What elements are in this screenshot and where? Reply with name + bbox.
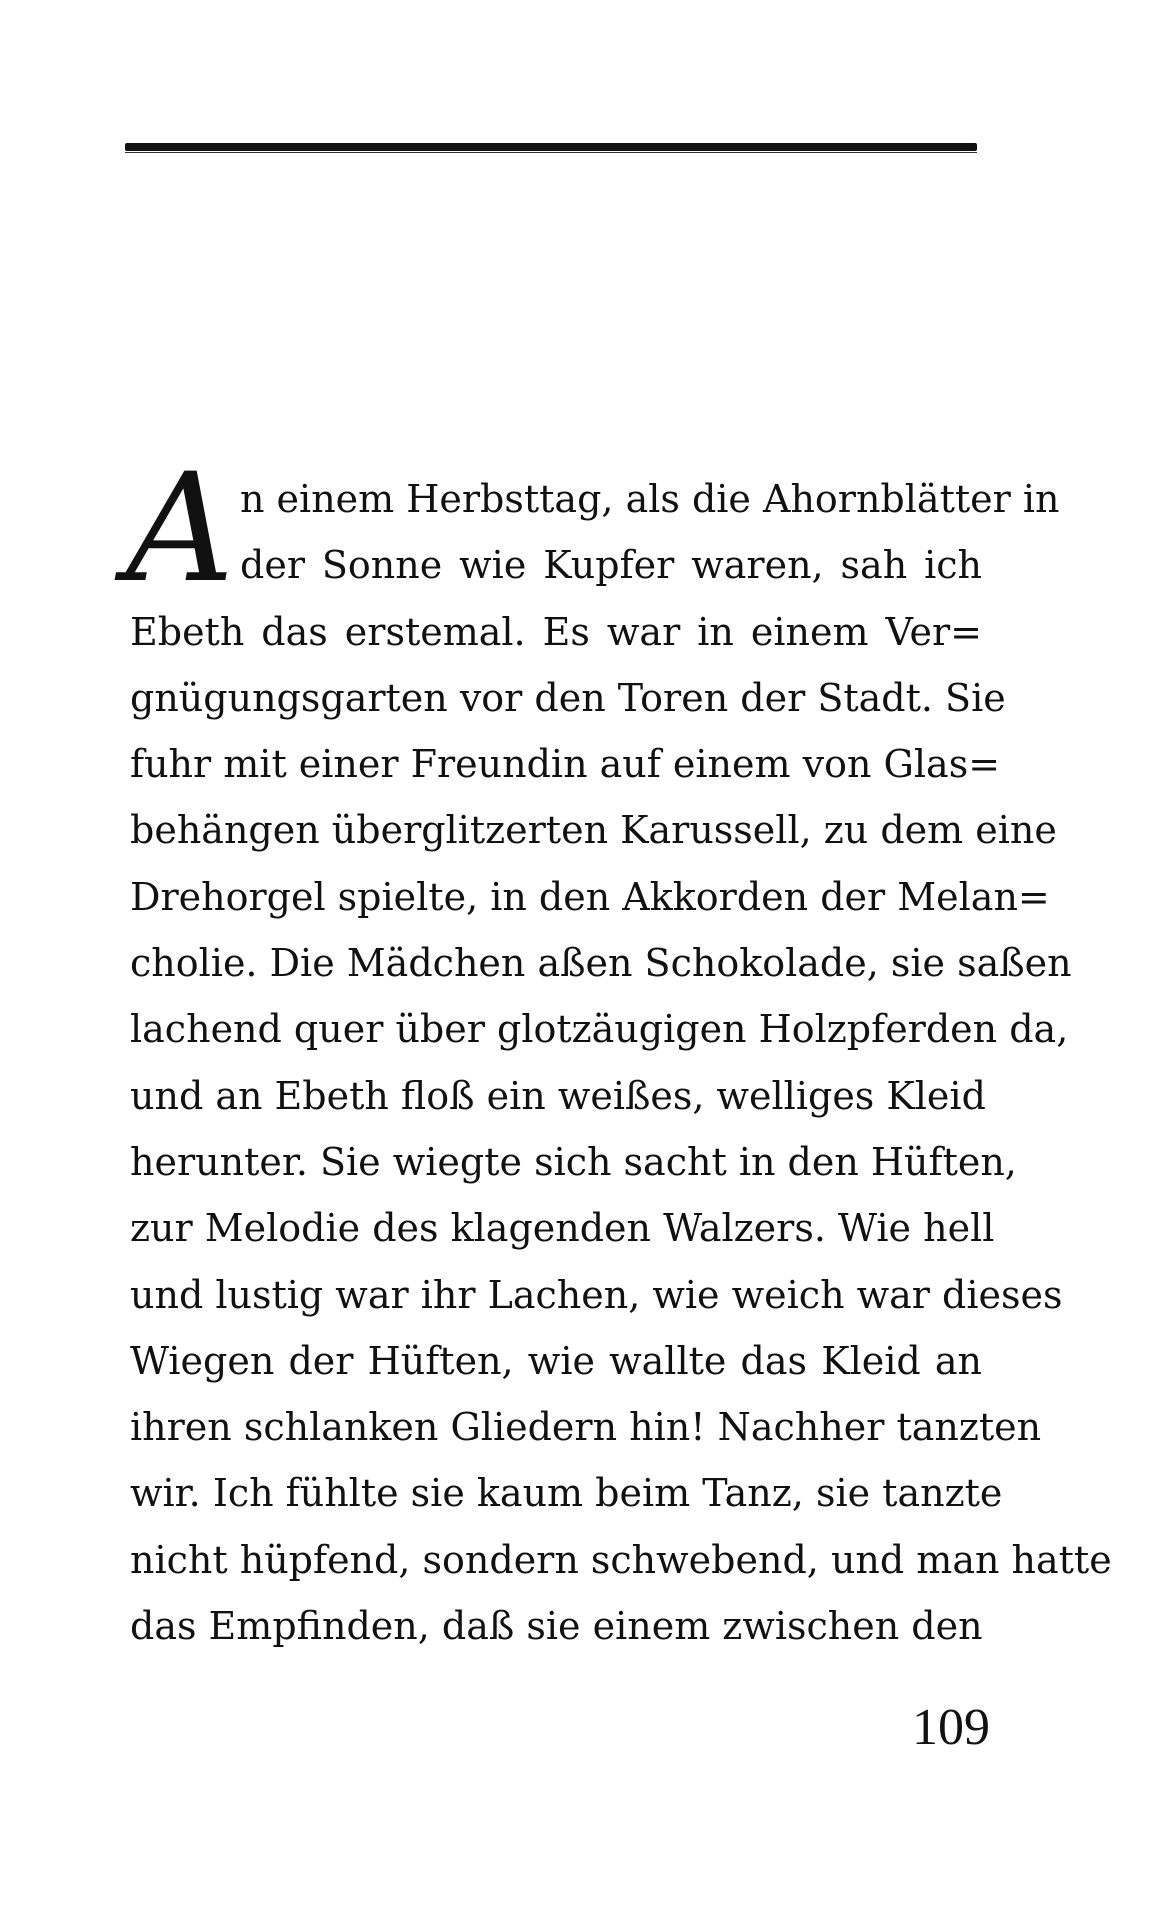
body-text: [126, 442, 1112, 1659]
text-line-1: n einem Herbsttag, als die Ahornblätter in: [240, 477, 1060, 521]
text-line-14: Wiegen der Hüften, wie wallte das Kleid an: [130, 1338, 982, 1383]
text-line-4: gnügungsgarten vor den Toren der Stadt. Sie: [130, 675, 1006, 720]
top-rule-divider: [125, 143, 977, 151]
text-line-8: cholie. Die Mädchen aßen Schokolade, sie saßen: [130, 941, 1072, 986]
text-line-5: fuhr mit einer Freundin auf einem von Glas=: [130, 742, 1001, 787]
text-line-12: zur Melodie des klagenden Walzers. Wie hell: [130, 1206, 995, 1251]
drop-cap-initial: A: [126, 442, 235, 616]
text-line-3: Ebeth das erstemal. Es war in einem Ver=: [130, 609, 982, 654]
text-line-18: das Empfinden, daß sie einem zwischen den: [130, 1604, 983, 1649]
text-line-13: und lustig war ihr Lachen, wie weich war dieses: [130, 1272, 1063, 1317]
page-number: 109: [912, 1699, 990, 1756]
text-line-15: ihren schlanken Gliedern hin! Nachher tanzten: [130, 1405, 1042, 1450]
text-line-16: wir. Ich fühlte sie kaum beim Tanz, sie tanzte: [130, 1471, 1003, 1516]
text-line-17: nicht hüpfend, sondern schwebend, und man hatte: [130, 1537, 1112, 1582]
text-line-2: der Sonne wie Kupfer waren, sah ich: [240, 543, 982, 588]
text-line-6: behängen überglitzerten Karussell, zu dem eine: [130, 808, 1057, 853]
text-line-7: Drehorgel spielte, in den Akkorden der Melan=: [130, 874, 1050, 919]
text-line-11: herunter. Sie wiegte sich sacht in den Hüften,: [130, 1139, 1017, 1184]
text-line-9: lachend quer über glotzäugigen Holzpferden da,: [130, 1007, 1069, 1052]
text-line-10: und an Ebeth floß ein weißes, welliges Kleid: [130, 1073, 986, 1118]
